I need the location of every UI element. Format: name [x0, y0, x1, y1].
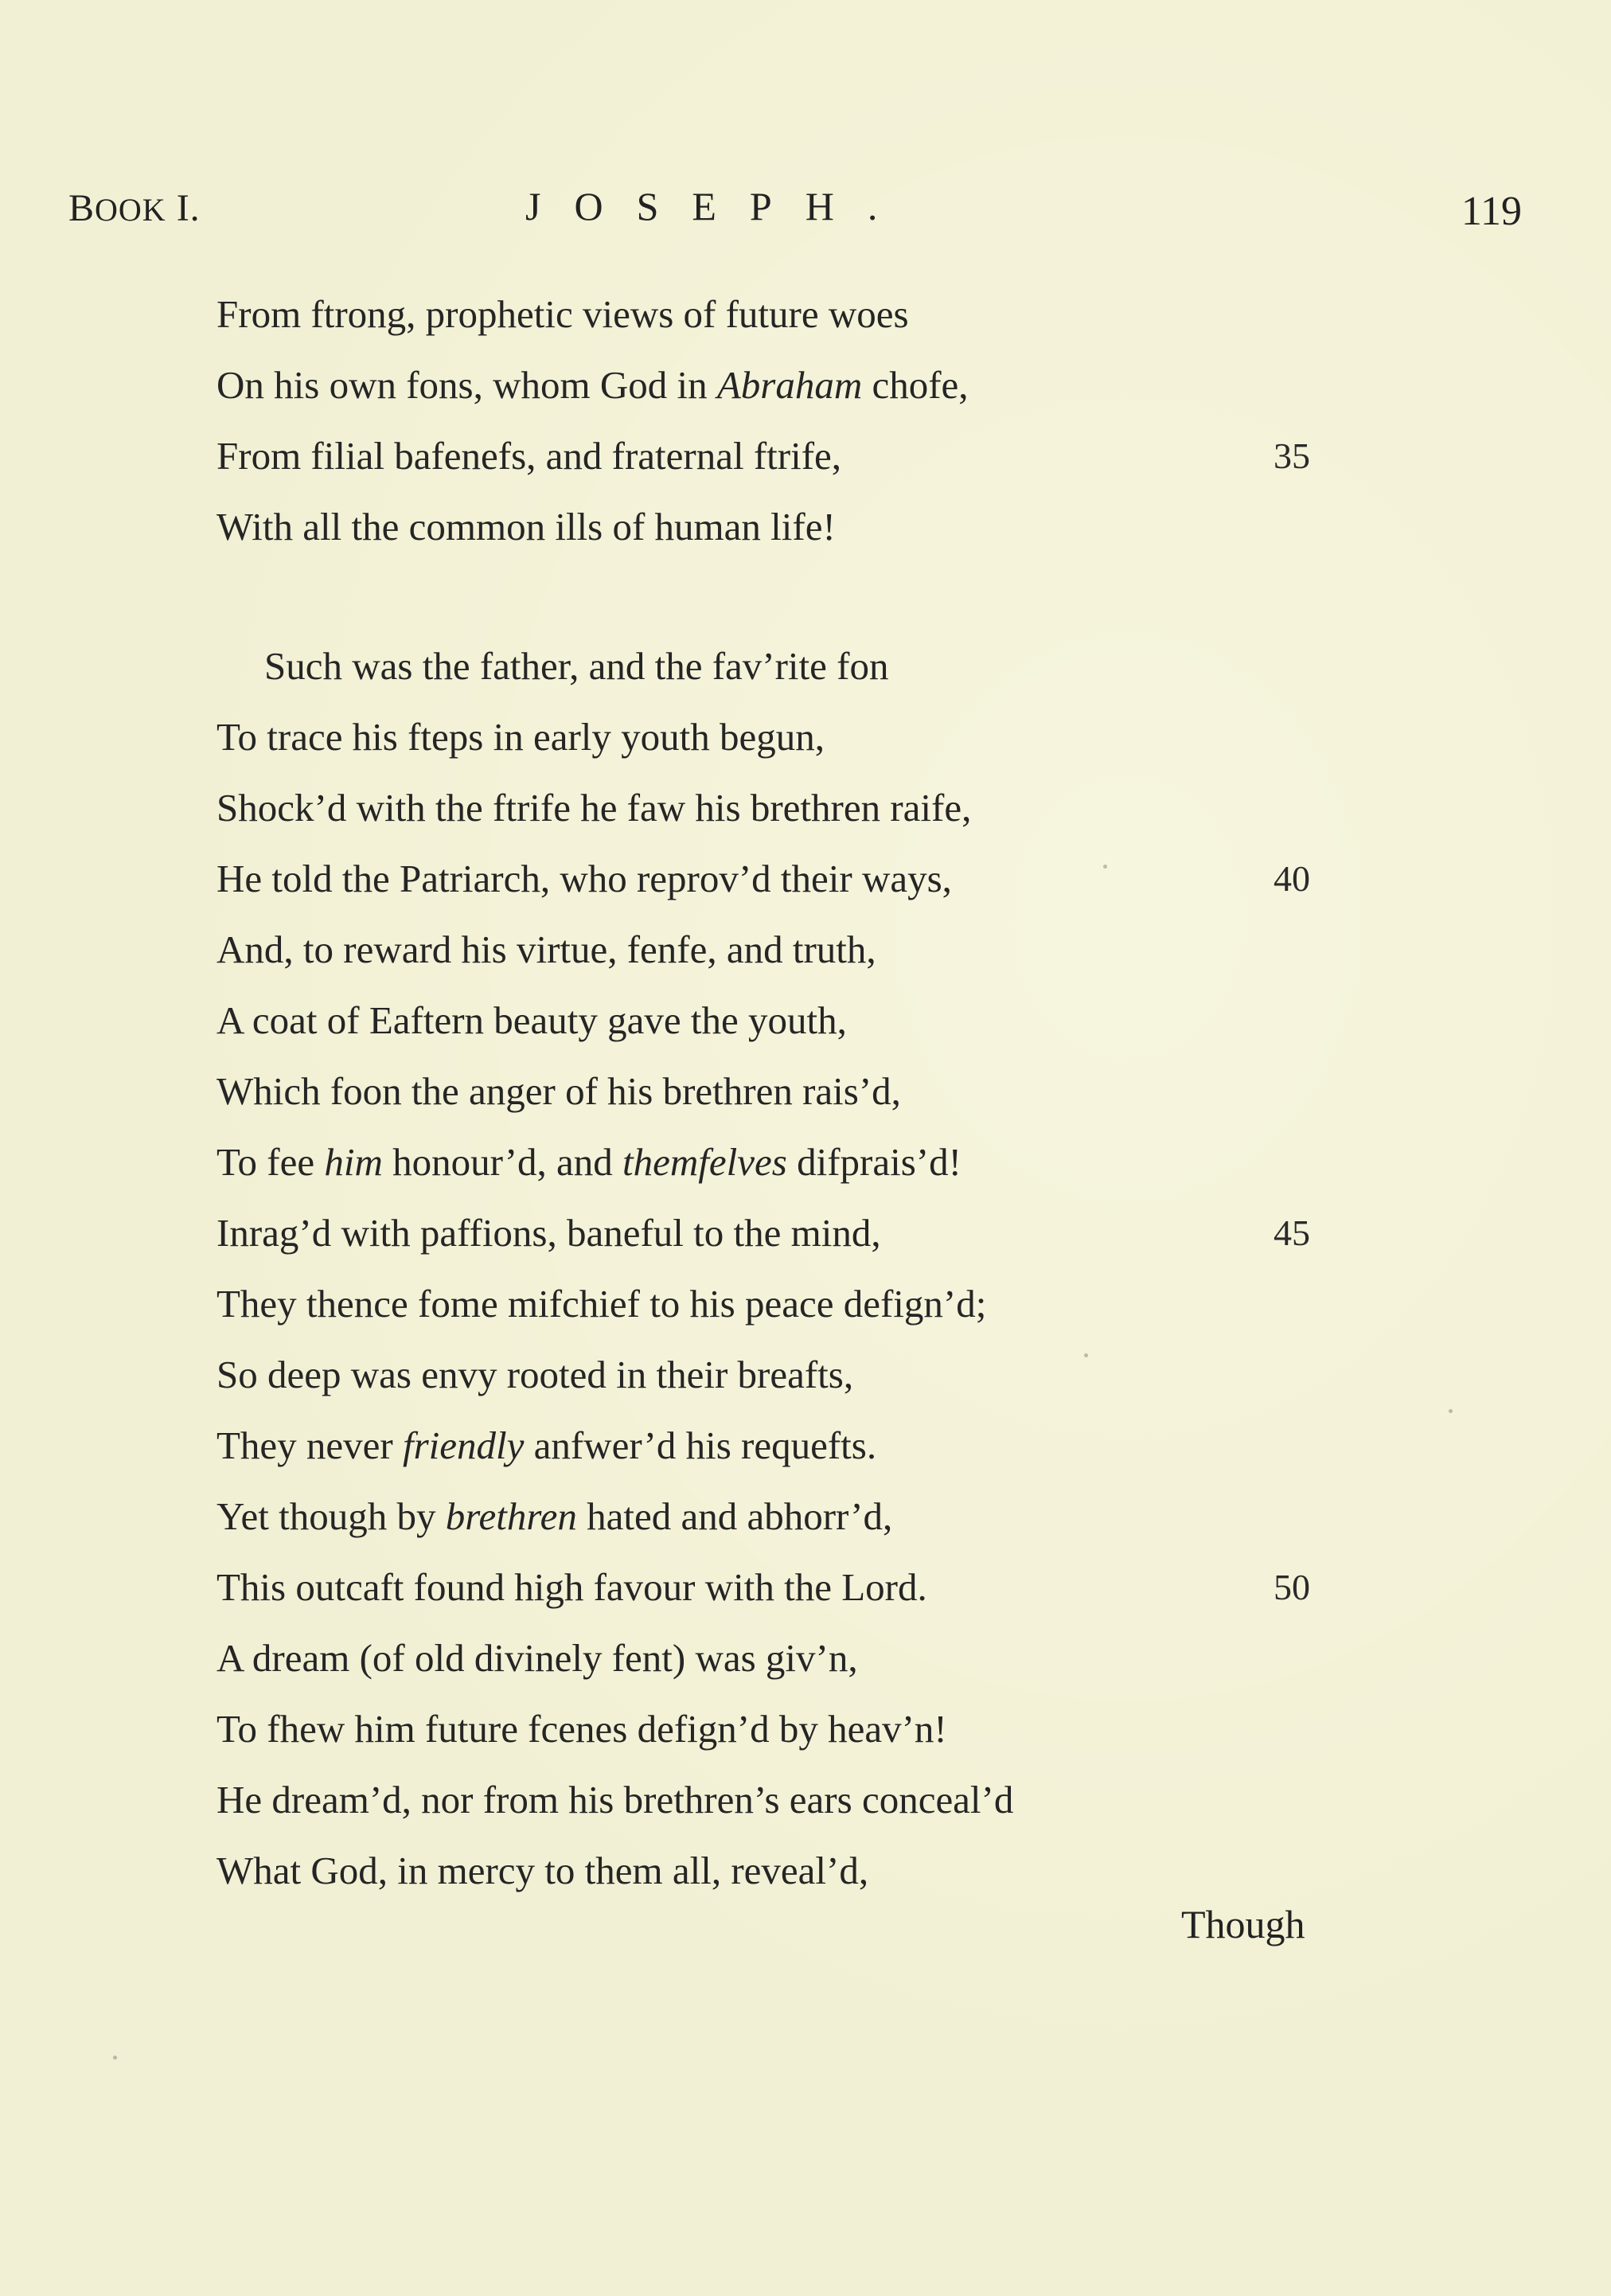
line-text: What God, in mercy to them all, reveal’d,: [216, 1849, 869, 1892]
line-text: And, to reward his virtue, fenfe, and truth,: [216, 927, 876, 971]
line-text: honour’d, and: [382, 1140, 623, 1184]
poem-line: [216, 1339, 1410, 1410]
line-number: 40: [1274, 858, 1310, 899]
line-number: 35: [1274, 435, 1310, 476]
poem-line: [216, 914, 1410, 985]
line-text: To trace his fteps in early youth begun,: [216, 715, 825, 759]
line-text: chofe,: [862, 363, 969, 407]
poem-line: [216, 701, 1410, 772]
poem-line: [216, 491, 1410, 562]
poem-line: [216, 1056, 1410, 1127]
running-title: JOSEPH.: [525, 184, 911, 228]
poem-line: [216, 1552, 1410, 1622]
line-text: So deep was envy rooted in their breafts,: [216, 1353, 854, 1396]
poem-line: [216, 1481, 1410, 1552]
poem-line: [216, 1410, 1410, 1481]
poem-line: [216, 420, 1410, 491]
catchword: Though: [1181, 1902, 1305, 1947]
running-header: [0, 177, 1611, 240]
poem-line: [216, 1764, 1410, 1835]
italic-word: Abraham: [716, 363, 863, 407]
line-text: Inrag’d with paffions, baneful to the mind,: [216, 1211, 881, 1255]
line-text: A coat of Eaftern beauty gave the youth,: [216, 998, 847, 1042]
line-text: anfwer’d his requefts.: [524, 1423, 877, 1467]
paper-speck: [1103, 865, 1107, 869]
page-number: 119: [1461, 189, 1522, 234]
paper-speck: [1084, 1353, 1088, 1357]
line-text: To fee: [216, 1140, 325, 1184]
line-text: From filial bafenefs, and fraternal ftrife,: [216, 434, 842, 478]
italic-word: him: [324, 1140, 383, 1184]
poem-line: [216, 1197, 1410, 1268]
paper-speck: [113, 2056, 117, 2060]
line-text: hated and abhorr’d,: [576, 1494, 893, 1538]
poem-line: [216, 1127, 1410, 1197]
line-text: They never: [216, 1423, 403, 1467]
line-text: Shock’d with the ftrife he faw his brethren raife,: [216, 786, 972, 830]
line-text: A dream (of old divinely fent) was giv’n,: [216, 1636, 858, 1680]
poem-line: [216, 1693, 1410, 1764]
book-label: BOOK I.: [68, 187, 201, 229]
line-text: Yet though by: [216, 1494, 446, 1538]
italic-word: themfelves: [622, 1140, 787, 1184]
paper-speck: [1449, 1409, 1453, 1413]
italic-word: brethren: [445, 1494, 577, 1538]
poem-line: [216, 985, 1410, 1056]
poem-line: [216, 349, 1410, 420]
line-text: difprais’d!: [786, 1140, 962, 1184]
line-text: He dream’d, nor from his brethren’s ears conceal’d: [216, 1778, 1014, 1822]
line-text: They thence fome mifchief to his peace defign’d;: [216, 1282, 987, 1326]
line-text: From ftrong, prophetic views of future woes: [216, 292, 909, 336]
line-number: 50: [1274, 1567, 1310, 1607]
poem-line: [216, 1268, 1410, 1339]
line-text: This outcaft found high favour with the Lord.: [216, 1565, 927, 1609]
poem-line: [216, 1835, 1410, 1906]
line-text: Which foon the anger of his brethren rais’d,: [216, 1069, 901, 1113]
line-text: Such was the father, and the fav’rite fon: [264, 644, 889, 688]
poem-line: [216, 279, 1410, 349]
stanza-break: [216, 562, 1410, 631]
line-text: To fhew him future fcenes defign’d by heav’n!: [216, 1707, 947, 1751]
poem-line: [216, 843, 1410, 914]
poem-line: [216, 772, 1410, 843]
line-text: With all the common ills of human life!: [216, 505, 836, 549]
line-text: He told the Patriarch, who reprov’d their ways,: [216, 857, 952, 900]
italic-word: friendly: [403, 1423, 525, 1467]
poem-line: [216, 1622, 1410, 1693]
poem-line: [216, 631, 1410, 701]
line-text: On his own fons, whom God in: [216, 363, 717, 407]
poem-text: [216, 279, 1410, 1906]
line-number: 45: [1274, 1212, 1310, 1253]
